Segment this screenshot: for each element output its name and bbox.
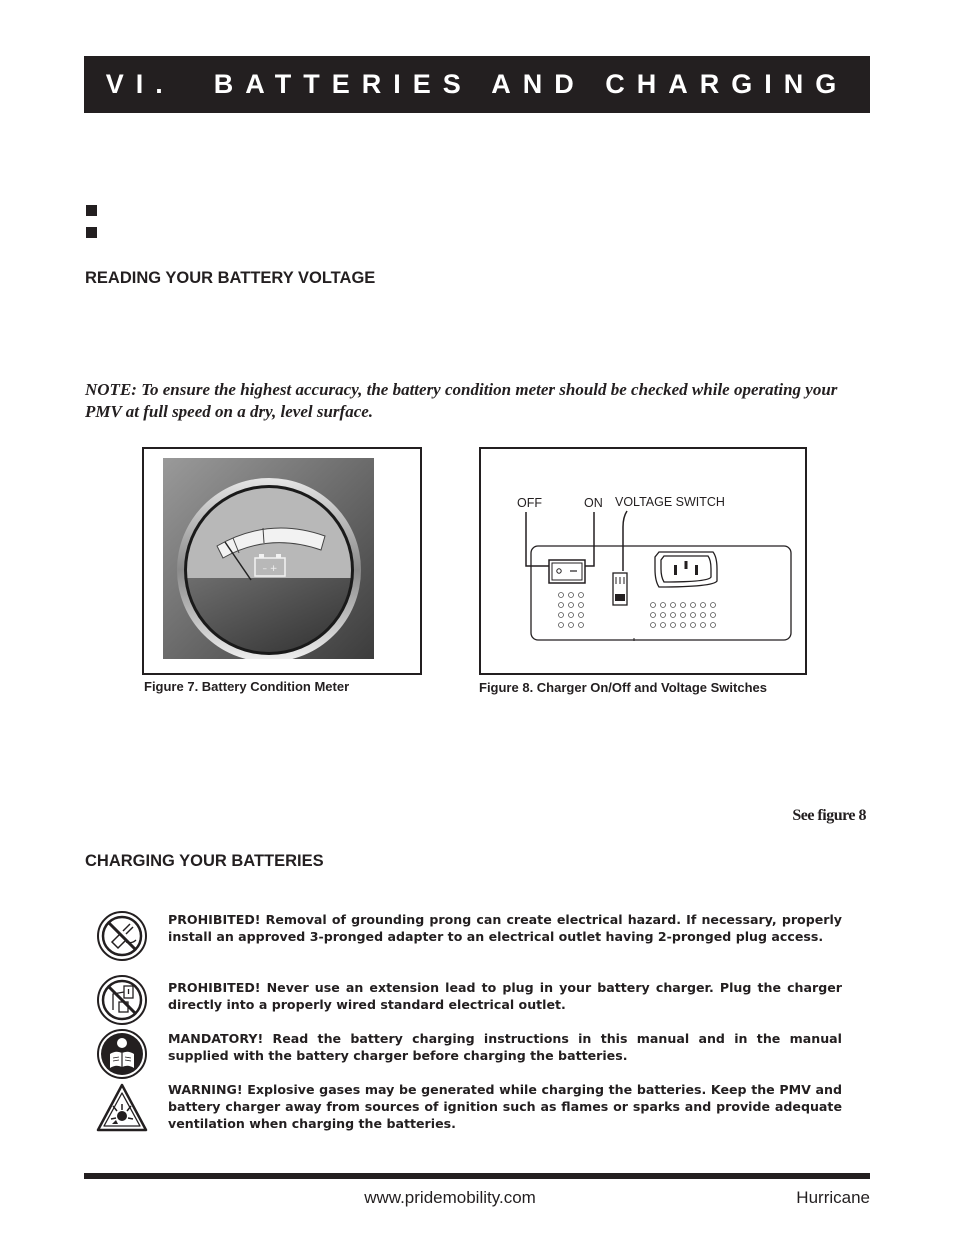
read-manual-icon — [96, 1028, 148, 1080]
figure-7-frame — [142, 447, 422, 675]
voltage-switch-label: VOLTAGE SWITCH — [615, 495, 725, 509]
warning-text: PROHIBITED! Never use an extension lead to plug in your battery charger. Plug the charger directly into a properly wired standard electrical outlet. — [168, 980, 842, 1012]
warning-row — [96, 910, 846, 966]
no-grounding-prong-removal-icon — [96, 910, 148, 962]
meter-battery-symbol: – + — [262, 564, 278, 574]
section-heading-charging: CHARGING YOUR BATTERIES — [85, 852, 324, 870]
section-heading-reading-voltage: READING YOUR BATTERY VOLTAGE — [85, 269, 376, 287]
warning-row — [96, 1082, 846, 1138]
warning-text: MANDATORY! Read the battery charging instructions in this manual and in the manual supplied with the battery charger before charging the batteries. — [168, 1031, 842, 1063]
off-label: OFF — [517, 496, 542, 510]
accuracy-note: NOTE: To ensure the highest accuracy, the battery condition meter should be checked while operating your PMV at full speed on a dry, level surface. — [85, 380, 838, 421]
footer-rule — [84, 1173, 870, 1179]
bullet-marker — [86, 205, 97, 216]
figure-7-caption: Figure 7. Battery Condition Meter — [144, 679, 350, 694]
warning-text: PROHIBITED! Removal of grounding prong can create electrical hazard. If necessary, properly install an approved 3-pronged adapter to an electrical outlet having 2-pronged plug access. — [168, 912, 842, 944]
see-figure-8-ref: See figure 8 — [792, 807, 866, 824]
chapter-header-bar — [84, 56, 870, 113]
footer-brand: Hurricane — [796, 1188, 870, 1207]
warning-row — [96, 1028, 846, 1080]
chapter-title: VI. BATTERIES AND CHARGING — [105, 69, 849, 99]
figure-8-caption: Figure 8. Charger On/Off and Voltage Switches — [479, 680, 767, 695]
warning-text: WARNING! Explosive gases may be generated while charging the batteries. Keep the PMV and battery charger away from sources of ignition such as flames or sparks and provide adequate ventilation when charging the batteries. — [168, 1082, 842, 1131]
explosive-gas-warning-icon — [96, 1082, 148, 1134]
charger-switches-diagram — [481, 449, 805, 673]
bullet-marker — [86, 227, 97, 238]
figure-8-frame — [479, 447, 807, 675]
battery-condition-meter-image — [163, 458, 374, 659]
no-extension-lead-icon — [96, 974, 148, 1026]
footer-website: www.pridemobility.com — [364, 1188, 536, 1207]
on-label: ON — [584, 496, 603, 510]
warning-row — [96, 974, 846, 1026]
